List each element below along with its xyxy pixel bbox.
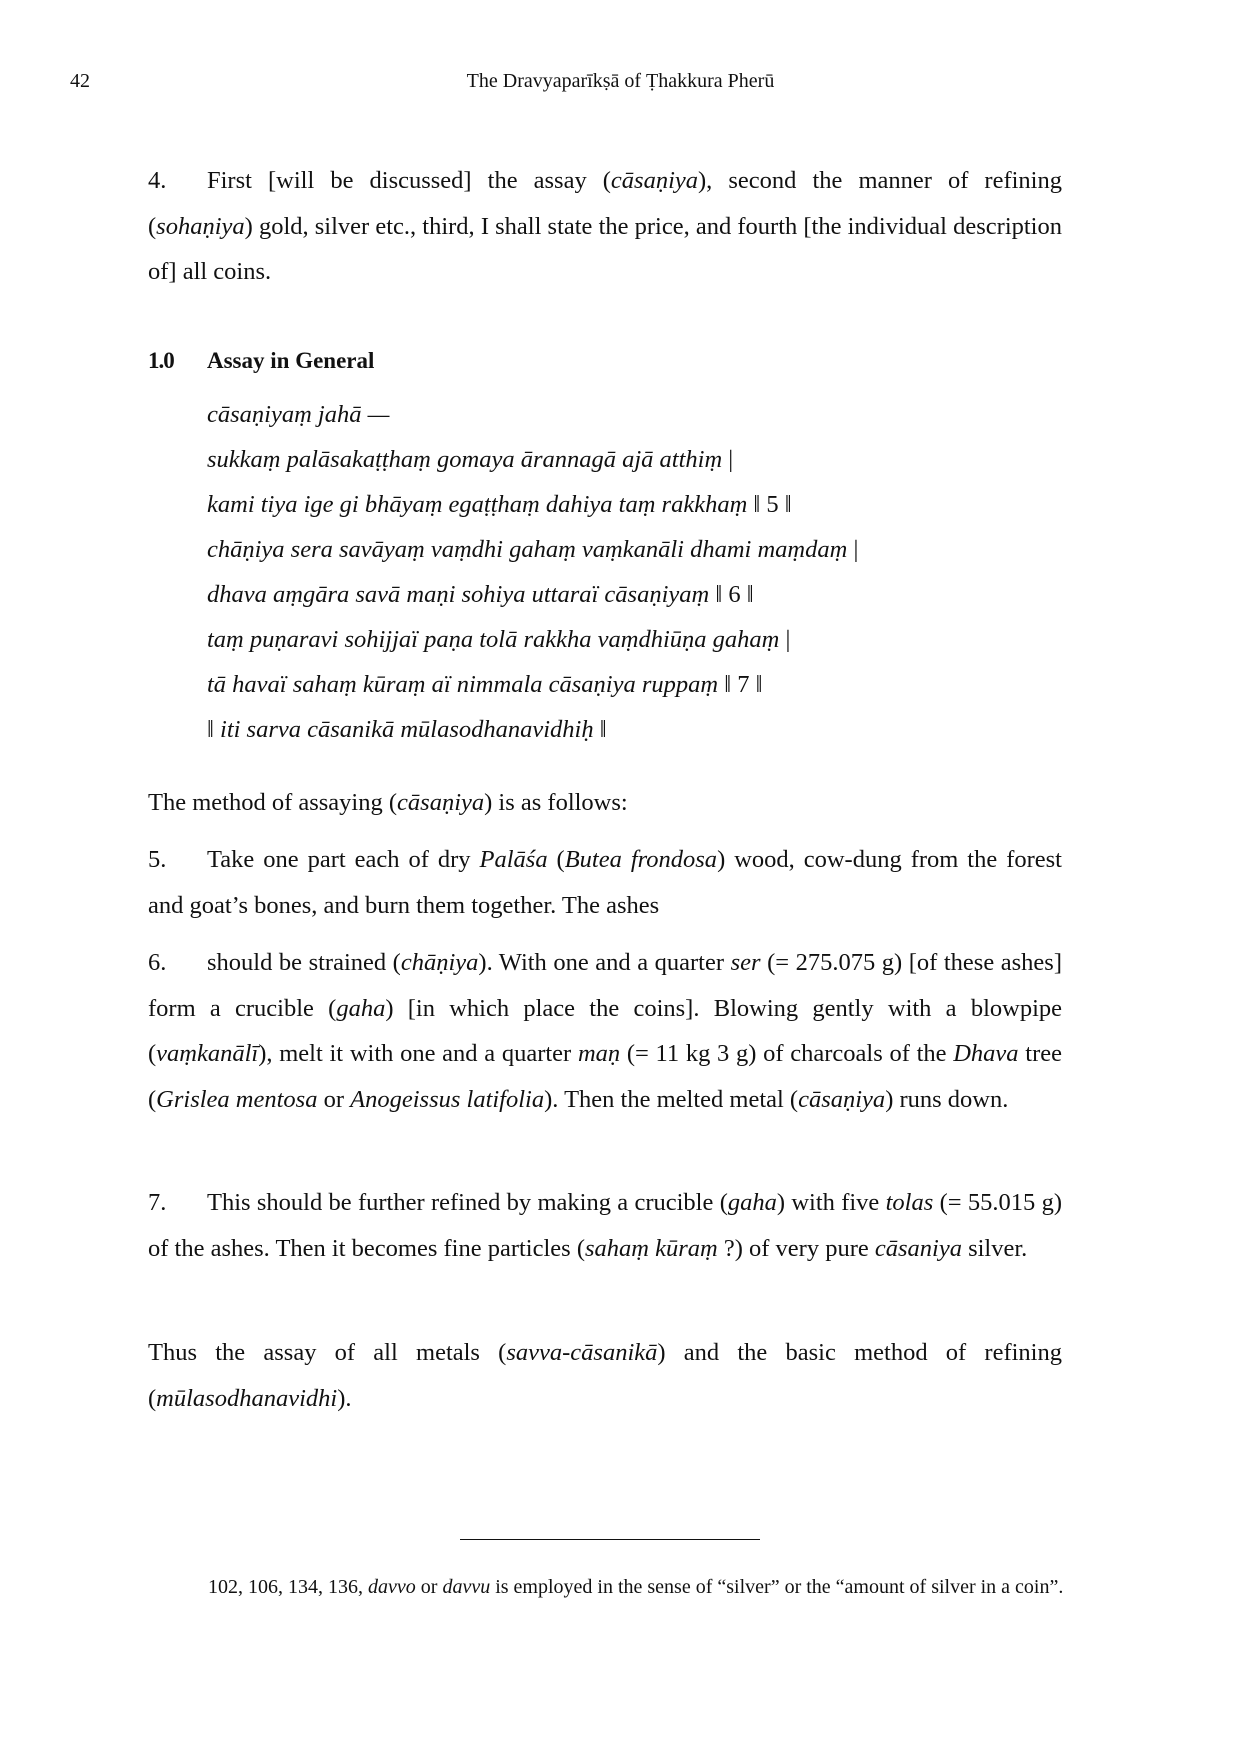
- verse-line: dhava aṃgāra savā maṇi sohiya uttaraï cāsaṇiyaṃ ‖ 6 ‖: [207, 581, 754, 608]
- term: cāsaṇiya: [798, 1085, 886, 1113]
- term: Butea frondosa: [564, 846, 718, 873]
- section-number: 1.0: [148, 348, 174, 373]
- footnote: 102, 106, 134, 136, davvo or davvu is employed in the sense of “silver” or the “amount of silver in a coin”.: [208, 1576, 1064, 1598]
- method-intro: The method of assaying (cāsaṇiya) is as follows:: [148, 789, 628, 816]
- verse-line: kami tiya ige gi bhāyaṃ egaṭṭhaṃ dahiya taṃ rakkhaṃ ‖ 5 ‖: [207, 491, 792, 518]
- paragraph-4: 4. First [will be discussed] the assay (cāsaṇiya), second the manner of refining (sohaṇiya) gold, silver etc., third, I shall state the price, and fourth [the individual description of] all coins.: [148, 158, 1062, 295]
- term: davvo: [368, 1576, 416, 1598]
- verse-mark: |: [728, 446, 734, 473]
- term: sohaṇiya: [156, 212, 245, 240]
- running-head: [0, 70, 1241, 100]
- term: gaha: [727, 1189, 777, 1216]
- verse-line: cāsaṇiyaṃ jahā —: [207, 401, 390, 428]
- term: Grislea mentosa: [156, 1085, 318, 1113]
- term: Palāśa: [479, 846, 548, 873]
- verse-line: sukkaṃ palāsakaṭṭhaṃ gomaya ārannagā ajā atthiṃ |: [207, 446, 734, 473]
- term: sahaṃ kūraṃ: [585, 1234, 718, 1262]
- verse-line: tā havaï sahaṃ kūraṃ aï nimmala cāsaṇiya ruppaṃ ‖ 7 ‖: [207, 671, 763, 698]
- verse-mark: |: [785, 626, 791, 653]
- term: davvu: [442, 1576, 491, 1598]
- term: mūlasodhanavidhi: [156, 1384, 338, 1412]
- paragraph-number: 7.: [148, 1189, 167, 1216]
- term: Dhava: [953, 1040, 1019, 1067]
- paragraph-7: 7. This should be further refined by making a crucible (gaha) with five tolas (= 55.015 g) of the ashes. Then it becomes fine particles (sahaṃ kūraṃ ?) of very pure cāsaniya silver.: [148, 1180, 1062, 1271]
- verse-line: chāṇiya sera savāyaṃ vaṃdhi gahaṃ vaṃkanāli dhami maṃdaṃ |: [207, 536, 859, 563]
- verse-colophon: ‖ iti sarva cāsanikā mūlasodhanavidhiḥ ‖: [207, 716, 607, 743]
- verse-mark: ‖ 6 ‖: [715, 581, 754, 608]
- paragraph-number: 4.: [148, 167, 167, 194]
- conclusion-paragraph: Thus the assay of all metals (savva-cāsanikā) and the basic method of refining (mūlasodhanavidhi).: [148, 1339, 1062, 1412]
- term: savva-cāsanikā: [506, 1339, 658, 1366]
- term: cāsaniya: [874, 1234, 962, 1262]
- paragraph-number: 5.: [148, 846, 167, 873]
- verse-mark: ‖ 7 ‖: [724, 671, 763, 698]
- term: chāṇiya: [400, 949, 479, 976]
- term: Anogeissus latifolia: [350, 1085, 545, 1113]
- term: maṇ: [577, 1040, 621, 1067]
- running-title: The Dravyaparīkṣā of Ṭhakkura Pherū: [466, 70, 775, 92]
- verse-block: [207, 392, 858, 752]
- paragraph-number: 6.: [148, 949, 167, 976]
- section-title: Assay in General: [207, 348, 375, 373]
- paragraph-6: 6. should be strained (chāṇiya). With one and a quarter ser (= 275.075 g) [of these ashes] form a crucible (gaha) [in which place the coins]. Blowing gently with a blowpipe (vaṃkanālī), melt it with one and a quarter maṇ (= 11 kg 3 g) of charcoals of the Dhava tree (Grislea mentosa or Anogeissus latifolia). Then the melted metal (cāsaṇiya) runs down.: [148, 940, 1062, 1122]
- section-heading: [148, 348, 374, 374]
- term: tolas: [885, 1189, 934, 1216]
- footnote-separator: [460, 1539, 760, 1540]
- verse-mark: |: [853, 536, 859, 563]
- verse-mark: ‖ 5 ‖: [753, 491, 792, 518]
- term: ser: [730, 949, 761, 976]
- term: gaha: [336, 994, 386, 1022]
- verse-line: taṃ puṇaravi sohijjaï paṇa tolā rakkha vaṃdhiūṇa gahaṃ |: [207, 626, 791, 653]
- term: cāsaṇiya: [397, 789, 485, 816]
- paragraph-5: 5. Take one part each of dry Palāśa (Butea frondosa) wood, cow-dung from the forest and goat’s bones, and burn them together. The ashes: [148, 837, 1062, 928]
- term: cāsaṇiya: [610, 167, 699, 194]
- term: vaṃkanālī: [156, 1040, 259, 1067]
- page-number: 42: [70, 70, 90, 92]
